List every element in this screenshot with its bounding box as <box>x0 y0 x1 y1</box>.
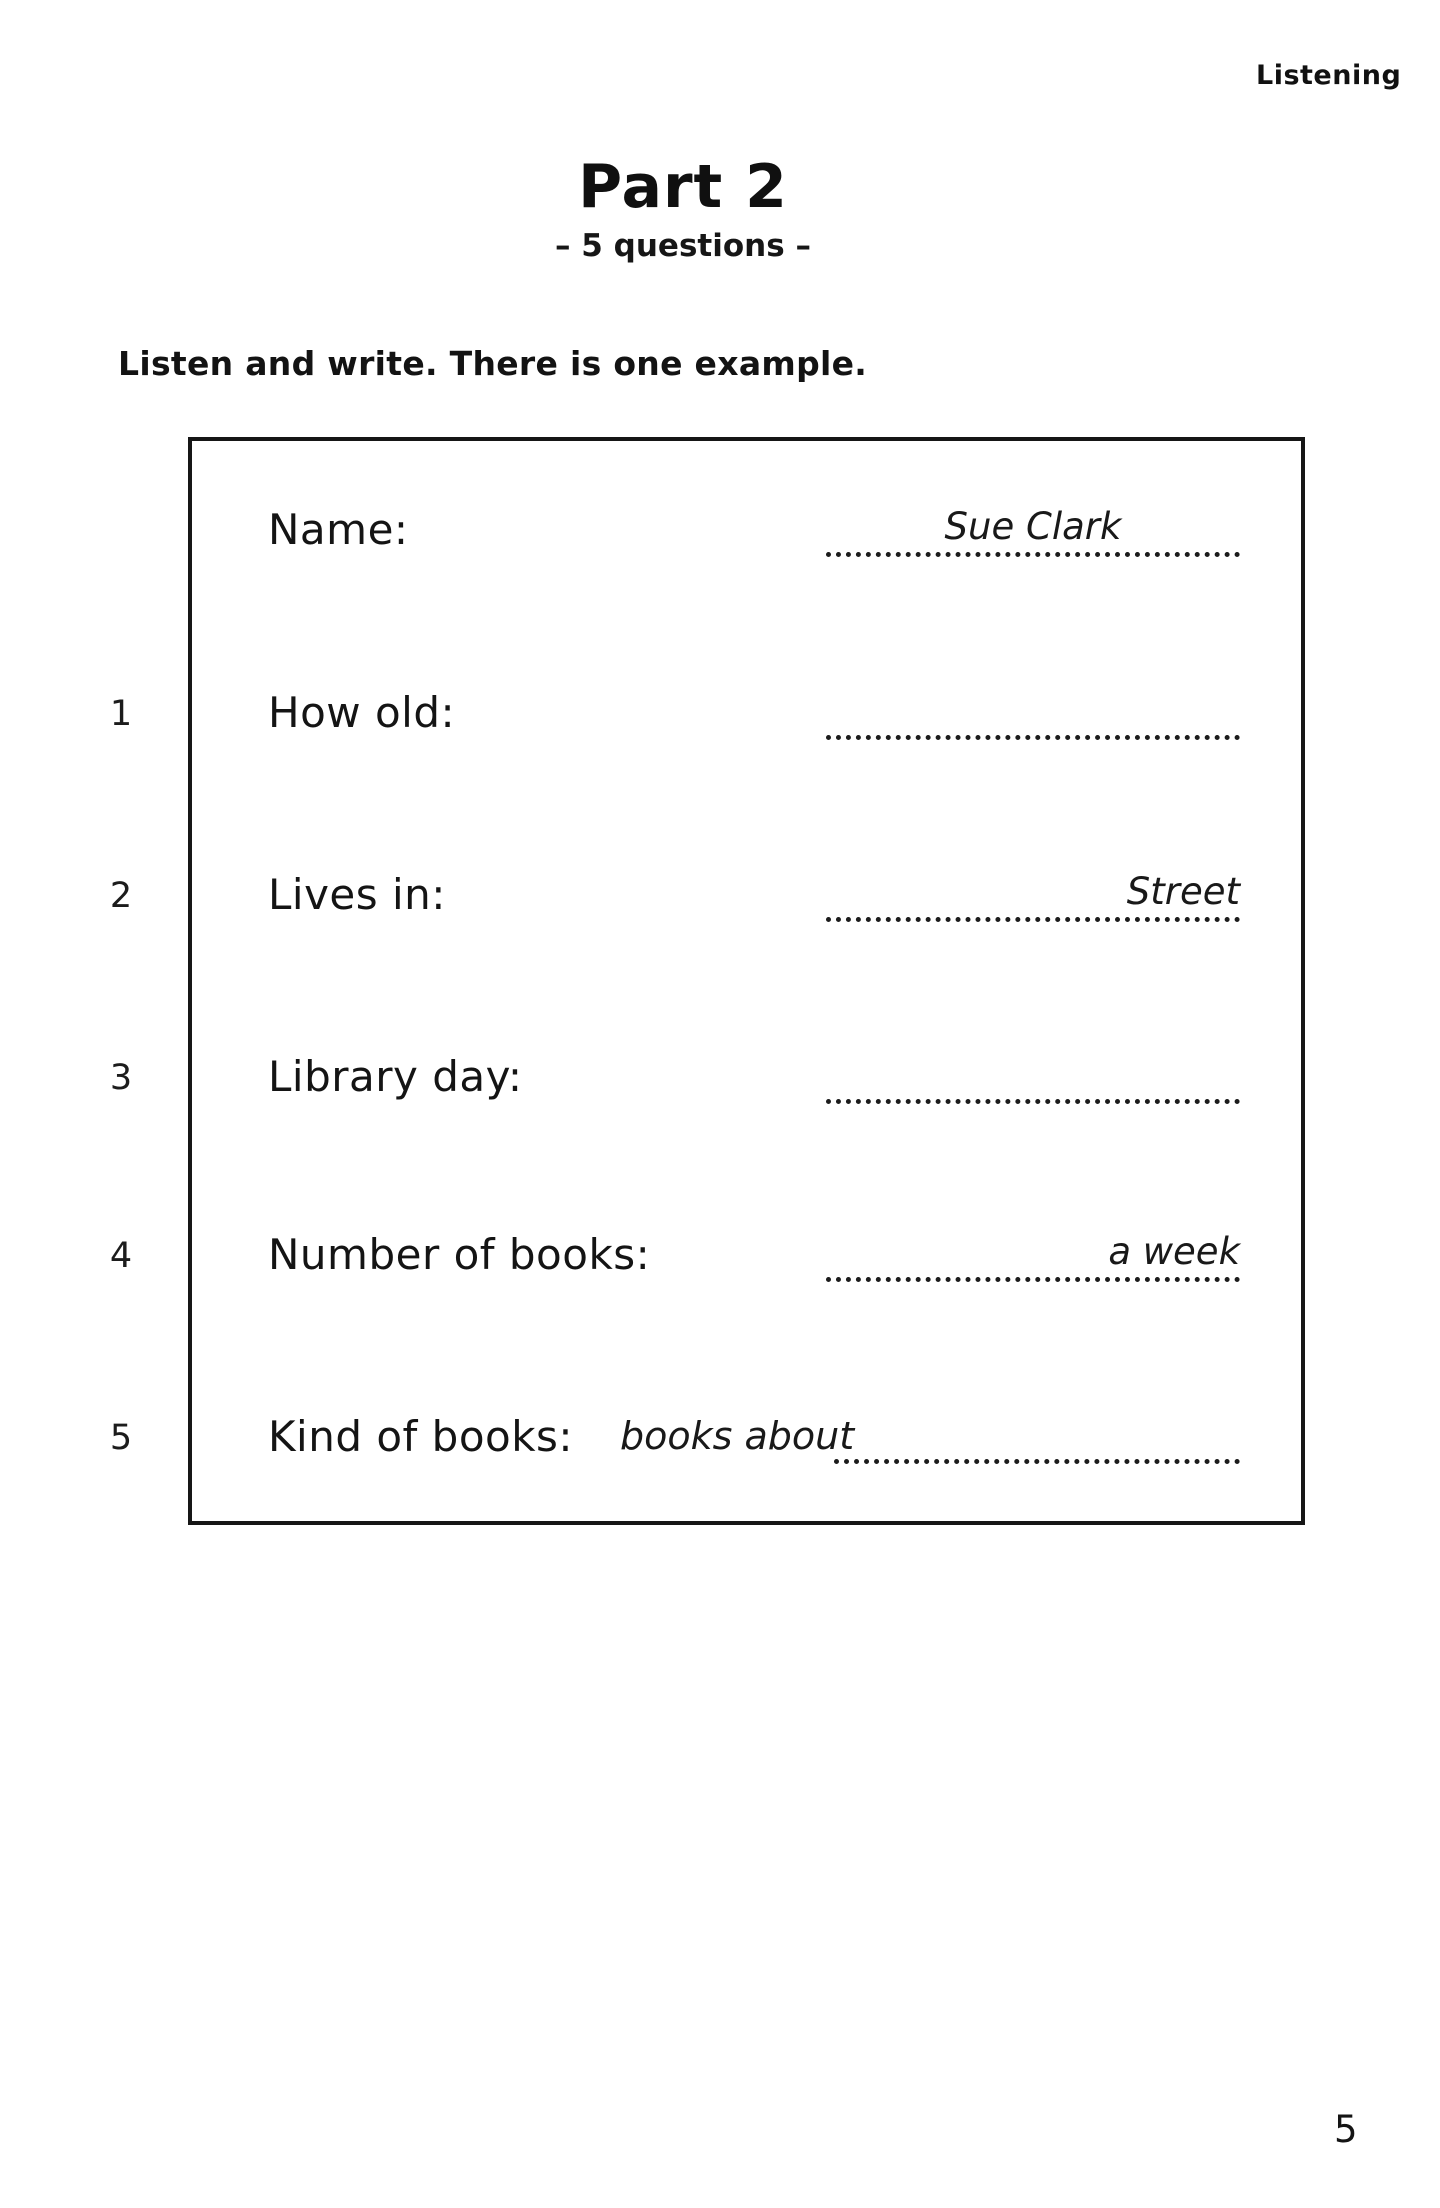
instruction-text: Listen and write. There is one example. <box>118 344 868 383</box>
form-row-4 <box>109 1230 1268 1300</box>
row-label: Number of books: <box>268 1230 651 1279</box>
answer-line <box>826 862 1240 922</box>
row-label: Library day: <box>268 1052 523 1101</box>
question-number: 4 <box>109 1236 133 1276</box>
question-number: 1 <box>109 694 133 734</box>
page-subtitle: – 5 questions – <box>555 228 811 264</box>
answer-suffix: a week <box>1108 1230 1240 1273</box>
row-label: Lives in: <box>268 870 446 919</box>
answer-form-box <box>109 437 1305 1525</box>
question-number: 2 <box>109 876 133 916</box>
answer-line <box>826 1044 1240 1104</box>
question-number: 3 <box>109 1058 133 1098</box>
form-row-2 <box>109 870 1268 940</box>
page-number: 5 <box>1334 2108 1358 2151</box>
section-label-listening: Listening <box>1256 60 1402 91</box>
answer-suffix: Street <box>1126 870 1240 913</box>
row-label: How old: <box>268 688 456 737</box>
answer-prefix: books about <box>620 1414 855 1458</box>
page-header <box>0 152 1366 264</box>
form-row-1 <box>109 688 1268 758</box>
answer-line <box>826 1222 1240 1282</box>
answer-line <box>826 497 1240 557</box>
row-label: Name: <box>268 505 409 554</box>
example-answer: Sue Clark <box>944 505 1122 548</box>
form-row-5 <box>109 1412 1268 1482</box>
form-row-name <box>268 505 1268 575</box>
question-number: 5 <box>109 1418 133 1458</box>
page-title: Part 2 <box>578 152 788 222</box>
answer-line <box>834 1404 1240 1464</box>
row-label: Kind of books: <box>268 1412 574 1461</box>
answer-line <box>826 680 1240 740</box>
form-row-3 <box>109 1052 1268 1122</box>
